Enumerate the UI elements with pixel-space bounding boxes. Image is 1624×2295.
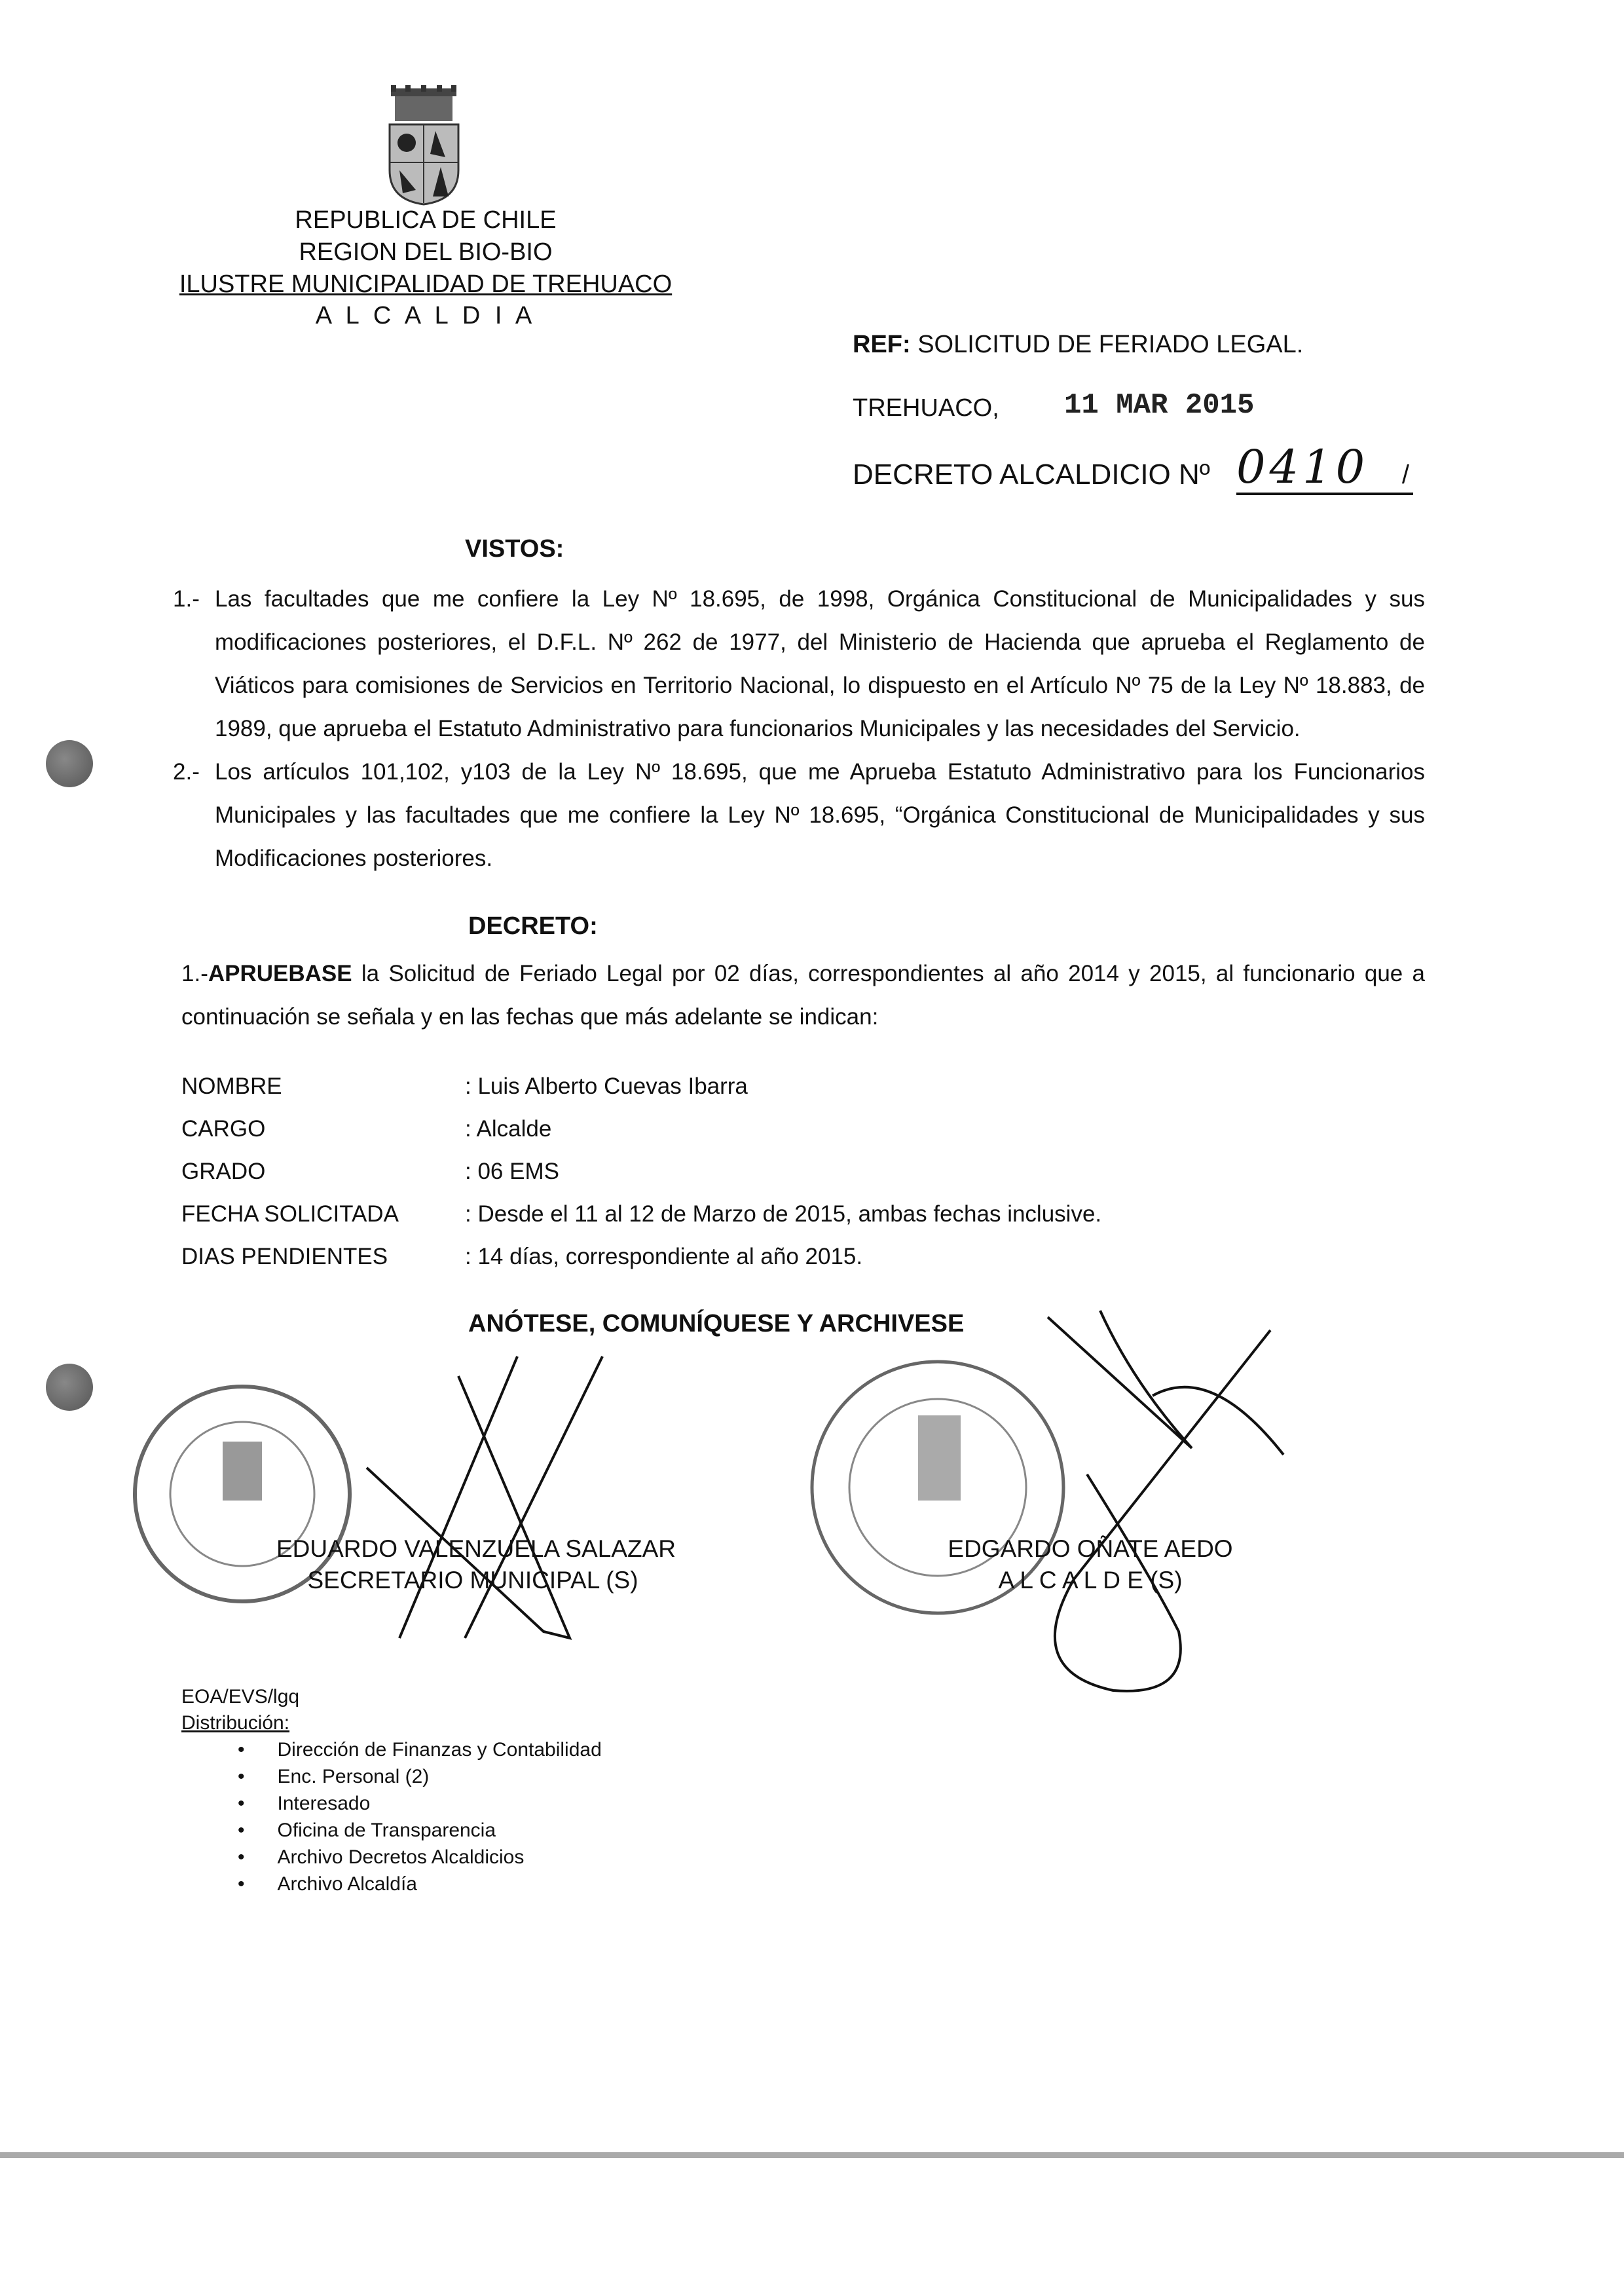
distribution-item-text: Enc. Personal (2) [277, 1766, 430, 1787]
mayor-signature-text [946, 1533, 1234, 1596]
detail-row-grado [181, 1150, 1425, 1193]
decreto-text [181, 952, 1425, 1039]
secretary-name: EDUARDO VALENZUELA SALAZAR [276, 1535, 676, 1562]
detail-value: : Luis Alberto Cuevas Ibarra [465, 1073, 748, 1099]
secretary-title: SECRETARIO MUNICIPAL (S) [307, 1567, 638, 1594]
details-table [181, 1065, 1425, 1278]
distribution-title-text: Distribución: [181, 1712, 290, 1734]
decree-number-handwritten: 0410 [1236, 440, 1369, 494]
signature-block [0, 1343, 1624, 1684]
decreto-verb: APRUEBASE [208, 961, 352, 986]
distribution-item-text: Oficina de Transparencia [277, 1819, 496, 1841]
detail-value: : Alcalde [465, 1116, 552, 1142]
detail-label: GRADO [181, 1159, 266, 1184]
punch-hole [46, 740, 93, 787]
reference-text: SOLICITUD DE FERIADO LEGAL. [910, 331, 1304, 358]
place: TREHUACO, [853, 394, 999, 422]
decree-number [1236, 440, 1413, 495]
distribution-item-text: Dirección de Finanzas y Contabilidad [277, 1739, 602, 1761]
secretary-signature-text [276, 1533, 676, 1596]
distribution-item: • Dirección de Finanzas y Contabilidad [238, 1739, 602, 1761]
distribution-list [238, 1736, 1425, 1897]
distribution-section [181, 1684, 1425, 1897]
mayor-signature [995, 1304, 1310, 1710]
distribution-item: • Enc. Personal (2) [238, 1766, 430, 1787]
detail-row-nombre [181, 1065, 1425, 1108]
reference [853, 331, 1303, 359]
detail-label: CARGO [181, 1116, 266, 1142]
date-stamp: 11 MAR 2015 [1064, 389, 1255, 422]
distribution-item-text: Archivo Alcaldía [277, 1873, 417, 1895]
vistos-item-2 [173, 751, 1425, 880]
detail-value: : 14 días, correspondiente al año 2015. [465, 1244, 863, 1269]
header-region: REGION DEL BIO-BIO [299, 238, 553, 266]
decreto-title: DECRETO: [468, 912, 598, 940]
item-text: Las facultades que me confiere la Ley Nº 18.695, de 1998, Orgánica Constitucional de Municipalidades y sus modificaciones posteriores, el D.F.L. Nº 262 de 1977, del Ministerio de Hacienda que aprueba el Reglamento de Viáticos para comisiones de Servicios en Territorio Nacional, lo dispuesto en el Artículo Nº 75 de la Ley Nº 18.883, de 1989, que aprueba el Estatuto Administrativo para funcionarios Municipales y las necesidades del Servicio. [215, 586, 1425, 741]
item-number: 2.- [173, 759, 200, 785]
header-country: REPUBLICA DE CHILE [295, 206, 557, 234]
item-text: Los artículos 101,102, y103 de la Ley Nº 18.695, que me Aprueba Estatuto Administrativo para los Funcionarios Municipales y las facultades que me confiere la Ley Nº 18.695, “Orgánica Constitucional de Municipalidades y sus Modificaciones posteriores. [215, 759, 1425, 871]
distribution-item: • Archivo Alcaldía [238, 1873, 417, 1895]
decree-label: DECRETO ALCALDICIO Nº [853, 458, 1210, 491]
distribution-item: • Oficina de Transparencia [238, 1819, 496, 1841]
mayor-title: A L C A L D E (S) [998, 1567, 1183, 1594]
item-number: 1.- [173, 586, 200, 612]
distribution-item: • Interesado [238, 1793, 371, 1814]
detail-value: : Desde el 11 al 12 de Marzo de 2015, ambas fechas inclusive. [465, 1201, 1102, 1227]
document-body [173, 529, 1425, 1897]
vistos-item-1 [173, 578, 1425, 751]
item-number: 1.- [181, 961, 208, 986]
closing-formula: ANÓTESE, COMUNÍQUESE Y ARCHIVESE [468, 1310, 965, 1337]
distribution-item-text: Archivo Decretos Alcaldicios [277, 1846, 525, 1868]
header-municipality-text: ILUSTRE MUNICIPALIDAD DE TREHUACO [179, 271, 673, 298]
detail-label: NOMBRE [181, 1073, 282, 1099]
secretary-signature [354, 1350, 629, 1664]
reference-label: REF: [853, 331, 911, 358]
vistos-title: VISTOS: [465, 535, 564, 563]
detail-label: FECHA SOLICITADA [181, 1201, 399, 1227]
scan-edge-line [0, 2152, 1624, 2158]
header-municipality [131, 269, 720, 300]
header-office: A L C A L D I A [315, 302, 536, 329]
municipal-crest-logo [383, 85, 465, 206]
mayor-name: EDGARDO OÑATE AEDO [948, 1535, 1233, 1562]
detail-label: DIAS PENDIENTES [181, 1244, 388, 1269]
decree-number-suffix: / [1401, 460, 1409, 489]
detail-row-fecha [181, 1193, 1425, 1235]
distribution-title [181, 1710, 1425, 1736]
detail-row-dias [181, 1235, 1425, 1278]
distribution-item-text: Interesado [277, 1793, 371, 1814]
initials: EOA/EVS/lgq [181, 1686, 300, 1707]
distribution-item: • Archivo Decretos Alcaldicios [238, 1846, 525, 1868]
decreto-body: la Solicitud de Feriado Legal por 02 días, correspondientes al año 2014 y 2015, al funcionario que a continuación se señala y en las fechas que más adelante se indican: [181, 961, 1425, 1030]
detail-row-cargo [181, 1108, 1425, 1150]
detail-value: : 06 EMS [465, 1159, 559, 1184]
